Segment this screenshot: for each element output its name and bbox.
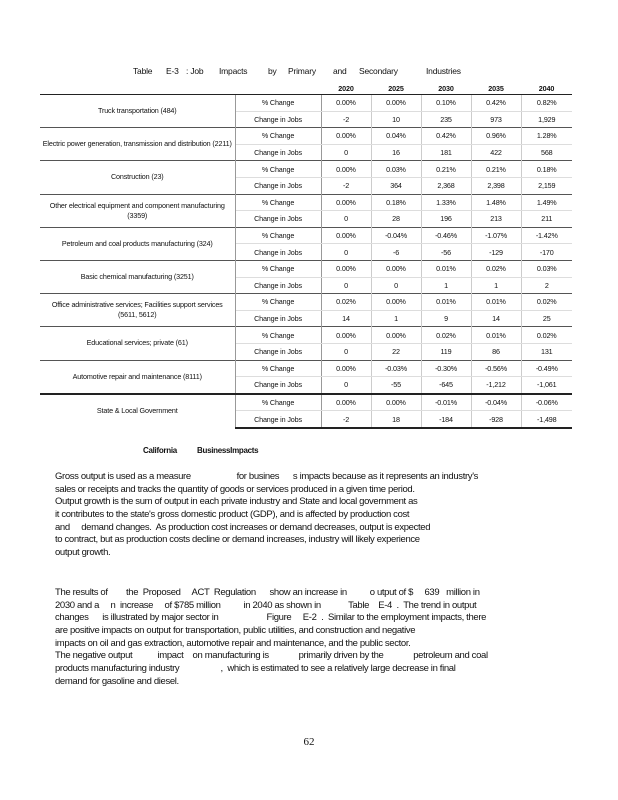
year-header: 2020 <box>321 82 371 95</box>
jobs-change-cell: 0 <box>321 377 371 394</box>
metric-label: Change in Jobs <box>235 144 321 161</box>
jobs-change-cell: 14 <box>471 310 521 327</box>
pct-change-cell: 0.02% <box>521 294 572 311</box>
jobs-change-cell: 0 <box>371 277 421 294</box>
pct-change-cell: -0.04% <box>371 227 421 244</box>
industry-name: Construction (23) <box>40 161 235 194</box>
industry-name: Electric power generation, transmission and distribution (2211) <box>40 128 235 161</box>
paragraph-gross-output <box>55 471 575 560</box>
pct-change-cell: 0.00% <box>321 394 371 411</box>
jobs-change-cell: -1,061 <box>537 380 557 390</box>
jobs-change-cell: 18 <box>371 411 421 428</box>
title-number: E-3 <box>166 66 179 76</box>
pct-change-cell: 0.01% <box>471 327 521 344</box>
pct-change-cell: -1.07% <box>471 227 521 244</box>
paragraph-line: sales or receipts and tracks the quantity of goods or services produced in a given time period. <box>55 483 415 495</box>
pct-change-cell: 0.02% <box>421 327 471 344</box>
pct-change-cell: -1.42% <box>521 227 572 244</box>
industry-name: Office administrative services; Facilities support services (5611, 5612) <box>40 294 235 327</box>
pct-change-cell: -0.46% <box>421 227 471 244</box>
pct-change-cell: 0.10% <box>421 95 471 112</box>
metric-label: % Change <box>235 95 321 112</box>
metric-label: % Change <box>235 260 321 277</box>
paragraph-line: Gross output is used as a measure for busines s impacts because as it represents an industry's <box>55 471 479 482</box>
jobs-change-cell: -184 <box>421 411 471 428</box>
industry-name: Basic chemical manufacturing (3251) <box>40 260 235 293</box>
jobs-change-cell: -2 <box>321 111 371 128</box>
title-word-6: Industries <box>426 66 461 76</box>
table-row <box>40 360 572 377</box>
industry-name: Other electrical equipment and component manufacturing (3359) <box>40 194 235 227</box>
section-heading-part1: California <box>143 446 177 455</box>
table-row <box>40 194 572 211</box>
industry-name: Educational services; private (61) <box>40 327 235 360</box>
table-row <box>40 260 572 277</box>
title-word-1: Impacts <box>219 66 248 76</box>
jobs-change-cell: 364 <box>371 177 421 194</box>
pct-change-cell: 0.21% <box>421 161 471 178</box>
jobs-change-cell: 14 <box>321 310 371 327</box>
industry-name: Petroleum and coal products manufacturing (324) <box>40 227 235 260</box>
pct-change-cell: -0.04% <box>471 394 521 411</box>
table-row <box>40 327 572 344</box>
pct-change-cell: 0.42% <box>471 95 521 112</box>
paragraph-line: The results of the Proposed ACT Regulation show an increase in o utput of $ 639 million in <box>55 587 480 598</box>
pct-change-cell: -0.03% <box>371 360 421 377</box>
jobs-change-cell: 213 <box>471 211 521 228</box>
paragraph-line: 2030 and a n increase of $785 million in 2040 as shown in Table E-4 . The trend in output <box>55 599 477 611</box>
metric-label: Change in Jobs <box>235 244 321 261</box>
industry-name: Automotive repair and maintenance (8111) <box>40 360 235 394</box>
jobs-change-cell: 86 <box>471 343 521 360</box>
pct-change-cell: 0.82% <box>521 95 572 112</box>
jobs-change-cell: 196 <box>421 211 471 228</box>
jobs-change-cell: 1 <box>421 277 471 294</box>
paragraph-line: demand for gasoline and diesel. <box>55 675 179 687</box>
pct-change-cell: 0.03% <box>521 260 572 277</box>
pct-change-cell: 0.00% <box>321 95 371 112</box>
jobs-change-cell: -1,498 <box>521 411 572 428</box>
pct-change-cell: 0.00% <box>371 95 421 112</box>
pct-change-cell: -0.49% <box>521 360 572 377</box>
paragraph-line: Output growth is the sum of output in each private industry and State and local government as <box>55 496 418 508</box>
pct-change-cell: 0.96% <box>471 128 521 145</box>
pct-change-cell: 0.02% <box>471 260 521 277</box>
paragraph-line: output growth. <box>55 547 111 559</box>
table-row <box>40 95 572 112</box>
jobs-change-cell: 1,929 <box>538 114 556 124</box>
metric-label: Change in Jobs <box>235 377 321 394</box>
jobs-change-cell: -170 <box>539 247 554 257</box>
paragraph-line: changes is illustrated by major sector in Figure E-2 . Similar to the employment impacts, there <box>55 612 487 624</box>
jobs-change-cell: 2,398 <box>471 177 521 194</box>
paragraph-line: and demand changes. As production cost increases or demand decreases, output is expected <box>55 521 431 533</box>
pct-change-cell: 0.18% <box>521 161 572 178</box>
title-word-5: Secondary <box>359 66 398 76</box>
jobs-change-cell: 568 <box>540 148 553 158</box>
pct-change-cell: -0.06% <box>521 394 572 411</box>
metric-label: % Change <box>235 327 321 344</box>
job-impacts-table <box>40 82 572 429</box>
title-sep: : Job <box>186 66 204 76</box>
pct-change-cell: 0.03% <box>371 161 421 178</box>
pct-change-cell: 1.33% <box>421 194 471 211</box>
section-heading-part2: BusinessImpacts <box>197 446 259 455</box>
pct-change-cell: -0.56% <box>471 360 521 377</box>
metric-label: Change in Jobs <box>235 177 321 194</box>
jobs-change-cell: -2 <box>321 177 371 194</box>
pct-change-cell: 1.49% <box>521 194 572 211</box>
jobs-change-cell: 2,159 <box>538 181 556 191</box>
pct-change-cell: 0.00% <box>321 360 371 377</box>
title-word-2: by <box>268 66 277 76</box>
jobs-change-cell: 2 <box>544 280 549 290</box>
pct-change-cell: 0.00% <box>321 327 371 344</box>
jobs-change-cell: 9 <box>421 310 471 327</box>
jobs-change-cell: 0 <box>321 211 371 228</box>
table-row <box>40 161 572 178</box>
pct-change-cell: 0.00% <box>371 260 421 277</box>
pct-change-cell: 0.00% <box>321 194 371 211</box>
year-header: 2040 <box>521 82 572 95</box>
jobs-change-cell: -1,212 <box>471 377 521 394</box>
header-row <box>40 82 572 95</box>
jobs-change-cell: 0 <box>321 277 371 294</box>
pct-change-cell: 0.02% <box>521 327 572 344</box>
industry-name: Truck transportation (484) <box>40 95 235 128</box>
jobs-change-cell: 2,368 <box>421 177 471 194</box>
jobs-change-cell: -2 <box>321 411 371 428</box>
jobs-change-cell: 10 <box>371 111 421 128</box>
jobs-change-cell: 235 <box>421 111 471 128</box>
metric-label: % Change <box>235 161 321 178</box>
jobs-change-cell: 181 <box>421 144 471 161</box>
page-number: 62 <box>303 736 315 748</box>
pct-change-cell: 0.00% <box>321 161 371 178</box>
jobs-change-cell: 119 <box>421 343 471 360</box>
table-title <box>0 66 618 78</box>
metric-label: % Change <box>235 394 321 411</box>
metric-label: % Change <box>235 227 321 244</box>
pct-change-cell: -0.30% <box>421 360 471 377</box>
jobs-change-cell: 22 <box>371 343 421 360</box>
pct-change-cell: 0.00% <box>371 394 421 411</box>
metric-label: Change in Jobs <box>235 310 321 327</box>
pct-change-cell: 0.04% <box>371 128 421 145</box>
pct-change-cell: 0.00% <box>321 227 371 244</box>
jobs-change-cell: 16 <box>371 144 421 161</box>
jobs-change-cell: 131 <box>540 347 553 357</box>
jobs-change-cell: 422 <box>471 144 521 161</box>
jobs-change-cell: -928 <box>471 411 521 428</box>
metric-label: % Change <box>235 360 321 377</box>
paragraph-line: products manufacturing industry , which is estimated to see a relatively large decrease in final <box>55 663 456 675</box>
jobs-change-cell: -6 <box>371 244 421 261</box>
jobs-change-cell: -129 <box>471 244 521 261</box>
pct-change-cell: 0.00% <box>371 327 421 344</box>
jobs-change-cell: 28 <box>371 211 421 228</box>
paragraph-line: it contributes to the state's gross domestic product (GDP), and is affected by production cost <box>55 509 410 521</box>
paragraph-results <box>55 587 575 689</box>
jobs-change-cell: -645 <box>421 377 471 394</box>
paragraph-line: to contract, but as production costs decline or demand increases, industry will likely experience <box>55 534 420 546</box>
jobs-change-cell: 211 <box>541 214 553 224</box>
jobs-change-cell: 0 <box>321 144 371 161</box>
table-row <box>40 227 572 244</box>
year-header: 2025 <box>371 82 421 95</box>
table-row <box>40 394 572 411</box>
pct-change-cell: 1.48% <box>471 194 521 211</box>
metric-label: % Change <box>235 194 321 211</box>
paragraph-line: The negative output impact on manufacturing is primarily driven by the petroleum and coal <box>55 650 488 662</box>
year-header: 2035 <box>471 82 521 95</box>
title-label: Table <box>133 66 153 76</box>
pct-change-cell: 0.00% <box>321 128 371 145</box>
jobs-change-cell: -56 <box>421 244 471 261</box>
metric-label: Change in Jobs <box>235 211 321 228</box>
industry-name: State & Local Government <box>40 394 235 428</box>
paragraph-line: are positive impacts on output for transportation, public utilities, and construction and negative <box>55 625 416 637</box>
jobs-change-cell: 1 <box>471 277 521 294</box>
metric-label: Change in Jobs <box>235 277 321 294</box>
year-header: 2030 <box>421 82 471 95</box>
table-row <box>40 294 572 311</box>
pct-change-cell: 0.01% <box>471 294 521 311</box>
metric-label: Change in Jobs <box>235 411 321 428</box>
pct-change-cell: -0.01% <box>421 394 471 411</box>
metric-label: % Change <box>235 128 321 145</box>
paragraph-line: impacts on oil and gas extraction, automotive repair and maintenance, and the public sector. <box>55 637 411 649</box>
pct-change-cell: 0.01% <box>421 260 471 277</box>
pct-change-cell: 0.00% <box>371 294 421 311</box>
title-word-4: and <box>333 66 347 76</box>
pct-change-cell: 0.18% <box>371 194 421 211</box>
jobs-change-cell: 0 <box>321 244 371 261</box>
pct-change-cell: 0.01% <box>421 294 471 311</box>
pct-change-cell: 1.28% <box>521 128 572 145</box>
metric-label: % Change <box>235 294 321 311</box>
pct-change-cell: 0.02% <box>321 294 371 311</box>
title-word-3: Primary <box>288 66 316 76</box>
table-row <box>40 128 572 145</box>
metric-label: Change in Jobs <box>235 343 321 360</box>
pct-change-cell: 0.00% <box>321 260 371 277</box>
metric-label: Change in Jobs <box>235 111 321 128</box>
jobs-change-cell: 0 <box>321 343 371 360</box>
jobs-change-cell: 25 <box>542 314 551 324</box>
jobs-change-cell: 973 <box>471 111 521 128</box>
pct-change-cell: 0.42% <box>421 128 471 145</box>
jobs-change-cell: 1 <box>371 310 421 327</box>
jobs-change-cell: -55 <box>371 377 421 394</box>
pct-change-cell: 0.21% <box>471 161 521 178</box>
